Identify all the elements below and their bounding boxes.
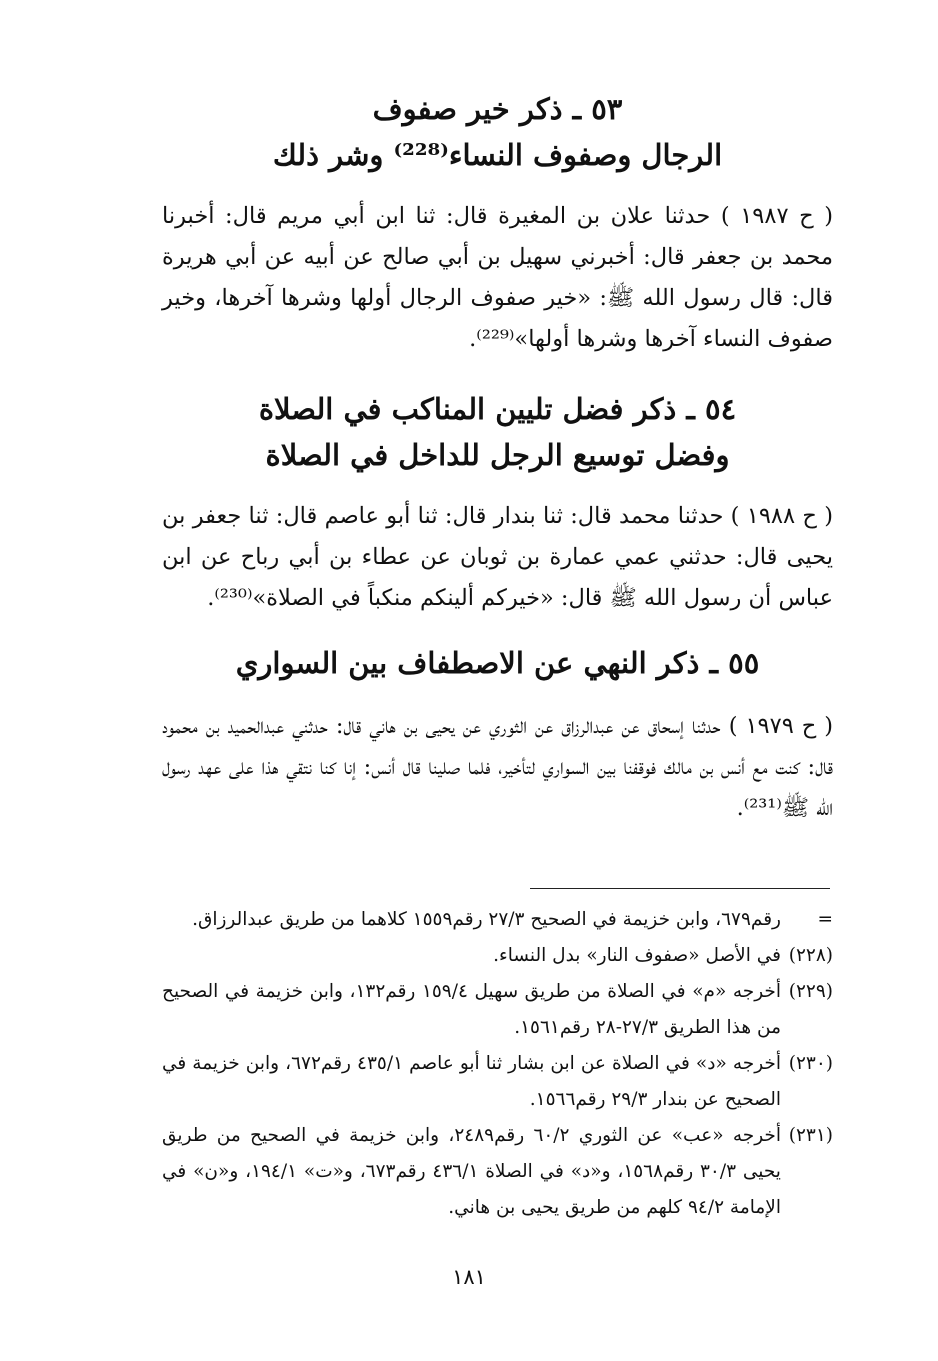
footnote-number: (٢٢٨) [788,945,833,966]
footnote-item [162,902,833,938]
footnote-text: رقم٦٧٩، وابن خزيمة في الصحيح ٢٧/٣ رقم١٥٥٩ كلاهما من طريق عبدالرزاق. [192,909,781,930]
footnote-item [162,974,833,1046]
footnote-text: أخرجه «د» في الصلاة عن ابن بشار ثنا أبو عاصم ٤٣٥/١ رقم٦٧٢، وابن خزيمة في الصحيح عن بندار ٢٩/٣ رقم١٥٦٦. [162,1053,781,1110]
footnote-item [162,1118,833,1226]
footnotes [162,902,833,1226]
hadith-1979: ( ح ١٩٧٩ ) حدثنا إسحاق عن عبدالرزاق عن الثوري عن يحيى بن هاني قال: حدثني عبدالحميد بن محمود قال: كنت مع أنس بن مالك فوقفنا بين السواري لتأخير، فلما صلينا قال أنس: إنا كنا نتقي هذا على عهد رسول الله ﷺ⁽²³¹⁾. [162,713,833,821]
page-number: ١٨١ [452,1265,486,1289]
section-54-title-line1: ٥٤ ـ ذكر فضل تليين المناكب في الصلاة [258,392,737,426]
hadith-1987: ( ح ١٩٨٧ ) حدثنا علان بن المغيرة قال: ثنا ابن أبي مريم قال: أخبرنا محمد بن جعفر قال: أخبرني سهيل بن أبي صالح عن أبيه عن أبي هريرة قال: قال رسول الله ﷺ: «خير صفوف الرجال أولها وشرها آخرها، وخير صفوف النساء آخرها وشرها أولها»⁽²²⁹⁾. [162,203,833,352]
hadith-1988: ( ح ١٩٨٨ ) حدثنا محمد قال: ثنا بندار قال: ثنا أبو عاصم قال: ثنا جعفر بن يحيى قال: حدثني عمي عمارة بن ثوبان عن عطاء بن أبي رباح عن ابن عباس أن رسول الله ﷺ قال: «خيركم ألينكم منكباً في الصلاة»⁽²³⁰⁾. [162,503,833,611]
footnote-text: في الأصل «صفوف النار» بدل النساء. [493,945,781,966]
footnote-number: (٢٢٩) [788,981,833,1002]
footnote-item [162,1046,833,1118]
footnote-number: (٢٣١) [788,1125,833,1146]
section-53-title-line2: الرجال وصفوف النساء⁽²²⁸⁾ وشر ذلك [272,138,723,172]
section-53-title-line1: ٥٣ ـ ذكر خير صفوف [372,92,623,126]
section-54-heading [162,386,833,478]
section-54-title-line2: وفضل توسيع الرجل للداخل في الصلاة [265,438,730,472]
footnote-separator [530,888,830,889]
footnote-text: أخرجه «عب» عن الثوري ٦٠/٢ رقم٢٤٨٩، وابن خزيمة في الصحيح من طريق يحيى ٣٠/٣ رقم١٥٦٨، و«د» في الصلاة ٤٣٦/١ رقم٦٧٣، و«ت» ١٩٤/١، و«ن» في الإمامة ٩٤/٢ كلهم من طريق يحيى بن هاني. [162,1125,781,1218]
section-55-heading [162,640,833,686]
footnote-item [162,938,833,974]
footnote-number: (٢٣٠) [788,1053,833,1074]
footnote-number: = [817,909,833,930]
section-55-title: ٥٥ ـ ذكر النهي عن الاصطفاف بين السواري [235,646,760,680]
footnote-text: أخرجه «م» في الصلاة من طريق سهيل ١٥٩/٤ رقم١٣٢، وابن خزيمة في الصحيح من هذا الطريق ٢٧/٣-٢٨ رقم١٥٦١. [162,981,781,1038]
section-53-heading [162,86,833,178]
